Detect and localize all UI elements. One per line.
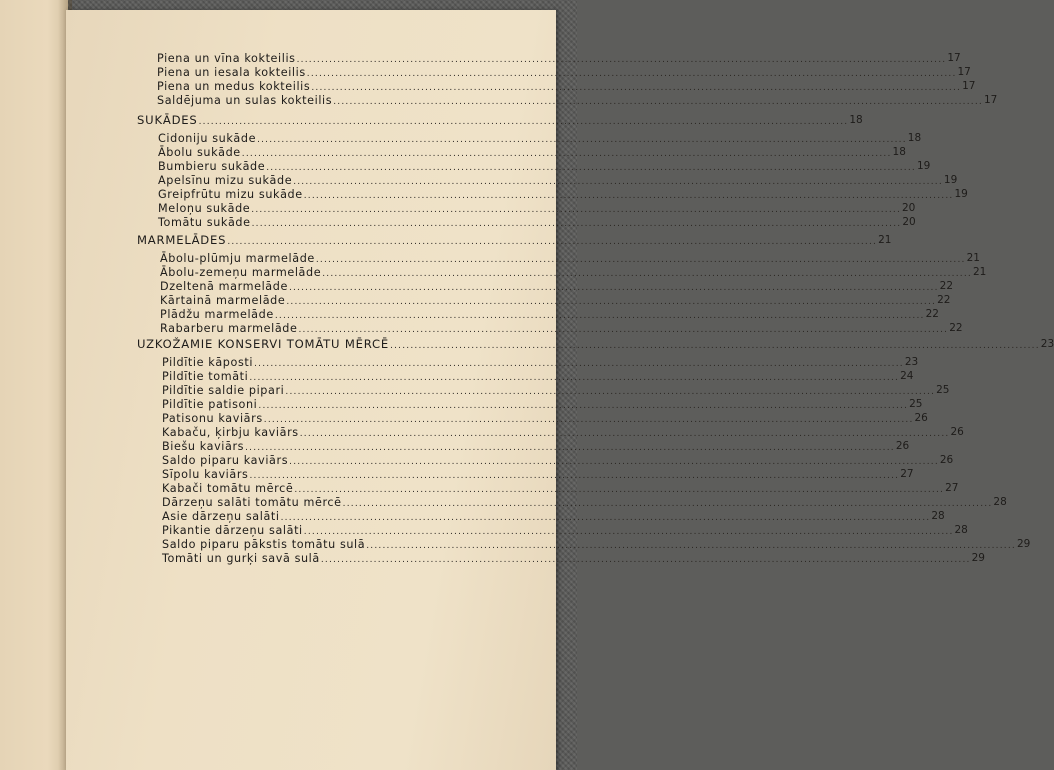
page-number: 22 <box>949 322 963 334</box>
toc-entry <box>162 439 910 453</box>
toc-entry <box>162 369 914 383</box>
dot-leader: ................................................................................................................................................................ <box>366 541 1016 551</box>
dot-leader: ................................................................................................................................................................ <box>251 205 901 215</box>
page-number: 22 <box>937 294 951 306</box>
entry-title: Pildītie kāposti <box>162 356 254 369</box>
entry-title: Tomāti un gurķi savā sulā <box>162 552 320 565</box>
section-title: MARMELĀDES <box>137 233 227 247</box>
dot-leader: ................................................................................................................................................................ <box>288 283 939 293</box>
dot-leader: ................................................................................................................................................................ <box>289 457 939 467</box>
page-number: 21 <box>966 252 980 264</box>
dot-leader: ................................................................................................................................................................ <box>274 311 925 321</box>
entry-title: Dārzeņu salāti tomātu mērcē <box>162 496 342 509</box>
toc-entry <box>160 321 963 335</box>
page-number: 18 <box>907 132 922 144</box>
entry-title: Meloņu sukāde <box>158 202 251 215</box>
toc-entry <box>162 411 928 425</box>
toc-entry <box>162 453 954 467</box>
page-number: 28 <box>954 524 968 536</box>
entry-title: Ābolu sukāde <box>158 146 241 159</box>
toc-entry <box>162 551 985 565</box>
toc-entry <box>157 65 971 79</box>
page-number: 26 <box>914 412 928 424</box>
toc-entry <box>162 495 1007 509</box>
page-number: 22 <box>939 280 954 292</box>
dot-leader: ................................................................................................................................................................ <box>315 255 966 265</box>
toc-entry <box>158 159 931 173</box>
dot-leader: ................................................................................................................................................................ <box>333 97 983 107</box>
entry-title: Greipfrūtu mizu sukāde <box>158 188 303 201</box>
page-number: 19 <box>943 174 958 186</box>
entry-title: Piena un vīna kokteilis <box>157 52 296 65</box>
entry-title: Ābolu-zemeņu marmelāde <box>160 266 322 279</box>
section-title: UZKOŽAMIE KONSERVI TOMĀTU MĒRCĒ <box>137 337 390 351</box>
dot-leader: ................................................................................................................................................................ <box>390 341 1040 351</box>
toc-entry <box>158 131 922 145</box>
dot-leader: ................................................................................................................................................................ <box>311 83 962 93</box>
entry-title: Ābolu-plūmju marmelāde <box>160 252 315 265</box>
entry-title: Cidoniju sukāde <box>158 132 257 145</box>
toc-entry <box>162 537 1031 551</box>
entry-title: Piena un iesala kokteilis <box>157 66 306 79</box>
entry-title: Pikantie dārzeņu salāti <box>162 524 303 537</box>
page-number: 28 <box>931 510 945 522</box>
toc-entry <box>162 355 919 369</box>
toc-entry <box>162 425 964 439</box>
toc-entry <box>157 51 961 65</box>
entry-title: Pildītie saldie pipari <box>162 384 285 397</box>
page-number: 27 <box>900 468 914 480</box>
dot-leader: ................................................................................................................................................................ <box>280 513 931 523</box>
dot-leader: ................................................................................................................................................................ <box>285 387 936 397</box>
entry-title: Kabaču, ķirbju kaviārs <box>162 426 299 439</box>
page-number: 19 <box>954 188 968 200</box>
page-number: 20 <box>902 216 916 228</box>
entry-title: Kabači tomātu mērcē <box>162 482 294 495</box>
toc-section-heading <box>137 337 1054 351</box>
dot-leader: ................................................................................................................................................................ <box>286 297 937 307</box>
page-number: 21 <box>878 234 892 246</box>
page-number: 20 <box>902 202 916 214</box>
page-number: 17 <box>947 52 961 64</box>
dot-leader: ................................................................................................................................................................ <box>251 219 902 229</box>
entry-title: Apelsīnu mizu sukāde <box>158 174 293 187</box>
entry-title: Asie dārzeņu salāti <box>162 510 280 523</box>
entry-title: Dzeltenā marmelāde <box>160 280 288 293</box>
entry-title: Tomātu sukāde <box>158 216 251 229</box>
toc-entry <box>158 201 916 215</box>
page-number: 24 <box>900 370 914 382</box>
toc-entry <box>162 523 968 537</box>
page-number: 29 <box>1016 538 1031 550</box>
page-number: 26 <box>939 454 954 466</box>
toc-section-heading <box>137 113 863 127</box>
entry-title: Saldo piparu kaviārs <box>162 454 289 467</box>
entry-title: Pildītie tomāti <box>162 370 249 383</box>
toc-entry <box>160 279 954 293</box>
page-number: 22 <box>925 308 939 320</box>
entry-title: Sīpolu kaviārs <box>162 468 249 481</box>
page-number: 23 <box>1040 338 1054 350</box>
page-number: 17 <box>983 94 998 106</box>
toc-entry <box>162 383 950 397</box>
dot-leader: ................................................................................................................................................................ <box>294 485 945 495</box>
toc-entry <box>158 187 968 201</box>
entry-title: Kārtainā marmelāde <box>160 294 286 307</box>
dot-leader: ................................................................................................................................................................ <box>227 237 878 247</box>
entry-title: Biešu kaviārs <box>162 440 245 453</box>
dot-leader: ................................................................................................................................................................ <box>303 191 954 201</box>
toc-entry <box>162 509 945 523</box>
toc-entry <box>158 145 906 159</box>
dot-leader: ................................................................................................................................................................ <box>322 269 972 279</box>
page-number: 21 <box>972 266 987 278</box>
entry-title: Piena un medus kokteilis <box>157 80 311 93</box>
dot-leader: ................................................................................................................................................................ <box>263 415 914 425</box>
entry-title: Saldējuma un sulas kokteilis <box>157 94 333 107</box>
page-number: 18 <box>849 114 863 126</box>
toc-entry <box>157 79 976 93</box>
dot-leader: ................................................................................................................................................................ <box>254 359 904 369</box>
dot-leader: ................................................................................................................................................................ <box>266 163 916 173</box>
page-number: 19 <box>916 160 931 172</box>
page-number: 17 <box>962 80 976 92</box>
page-number: 17 <box>957 66 971 78</box>
entry-title: Rabarberu marmelāde <box>160 322 298 335</box>
page-number: 27 <box>945 482 959 494</box>
dot-leader: ................................................................................................................................................................ <box>306 69 957 79</box>
page-number: 28 <box>993 496 1007 508</box>
entry-title: Bumbieru sukāde <box>158 160 266 173</box>
entry-title: Plādžu marmelāde <box>160 308 274 321</box>
page-number: 26 <box>895 440 910 452</box>
dot-leader: ................................................................................................................................................................ <box>245 443 895 453</box>
page-number: 29 <box>971 552 985 564</box>
page-number: 25 <box>909 398 923 410</box>
dot-leader: ................................................................................................................................................................ <box>342 499 993 509</box>
page-number: 25 <box>936 384 950 396</box>
toc-entry <box>162 481 959 495</box>
toc-entry <box>160 251 980 265</box>
page-number: 23 <box>904 356 919 368</box>
toc-entry <box>162 397 923 411</box>
dot-leader: ................................................................................................................................................................ <box>249 471 900 481</box>
section-title: SUKĀDES <box>137 113 198 127</box>
toc-entry <box>160 293 951 307</box>
dot-leader: ................................................................................................................................................................ <box>298 325 949 335</box>
page-number: 18 <box>892 146 906 158</box>
dot-leader: ................................................................................................................................................................ <box>293 177 943 187</box>
entry-title: Pildītie patisoni <box>162 398 258 411</box>
dot-leader: ................................................................................................................................................................ <box>257 135 907 145</box>
toc-entry <box>158 215 916 229</box>
toc-entry <box>158 173 958 187</box>
entry-title: Saldo piparu pākstis tomātu sulā <box>162 538 366 551</box>
toc-entry <box>162 467 914 481</box>
entry-title: Patisonu kaviārs <box>162 412 263 425</box>
dot-leader: ................................................................................................................................................................ <box>296 55 947 65</box>
dot-leader: ................................................................................................................................................................ <box>198 117 849 127</box>
dot-leader: ................................................................................................................................................................ <box>258 401 909 411</box>
dot-leader: ................................................................................................................................................................ <box>249 373 900 383</box>
toc-entry <box>160 307 939 321</box>
toc-entry <box>157 93 998 107</box>
dot-leader: ................................................................................................................................................................ <box>320 555 971 565</box>
page-number: 26 <box>950 426 964 438</box>
toc-entry <box>160 265 987 279</box>
toc-section-heading <box>137 233 892 247</box>
dot-leader: ................................................................................................................................................................ <box>299 429 950 439</box>
dot-leader: ................................................................................................................................................................ <box>303 527 954 537</box>
dot-leader: ................................................................................................................................................................ <box>241 149 892 159</box>
